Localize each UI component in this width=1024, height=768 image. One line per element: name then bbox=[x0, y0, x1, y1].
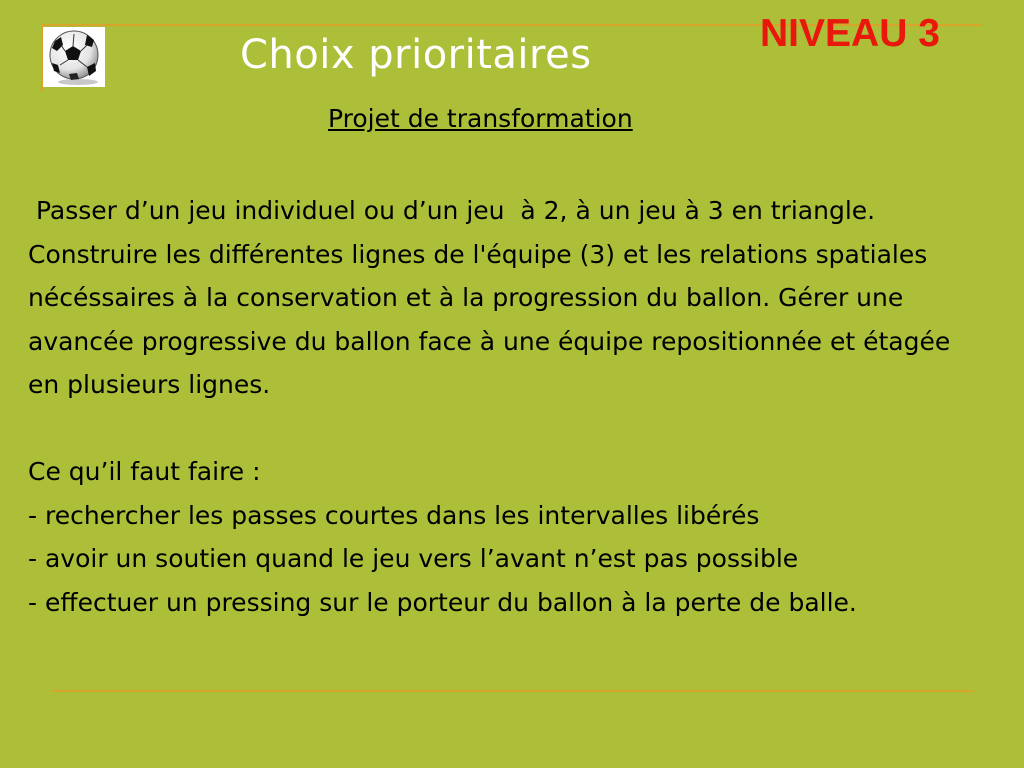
list-heading: Ce qu’il faut faire : bbox=[28, 457, 261, 486]
slide-body bbox=[28, 189, 988, 624]
paragraph-spacer bbox=[28, 407, 988, 451]
footer-divider-line bbox=[52, 690, 974, 692]
description-paragraph: Passer d’un jeu individuel ou d’un jeu à 2, à un jeu à 3 en triangle. Construire les différentes lignes de l'équipe (3) et les relations spatiales nécéssaires à la conservation et à la progression du ballon. Gérer une avancée progressive du ballon face à une équipe repositionnée et étagée en plusieurs lignes. bbox=[28, 196, 959, 399]
list-item: - rechercher les passes courtes dans les intervalles libérés bbox=[28, 500, 760, 530]
list-item: - avoir un soutien quand le jeu vers l’avant n’est pas possible bbox=[28, 544, 799, 573]
section-subtitle: Projet de transformation bbox=[328, 104, 633, 133]
level-badge: NIVEAU 3 bbox=[760, 12, 940, 55]
soccer-ball-icon bbox=[43, 27, 105, 87]
page-title: Choix prioritaires bbox=[240, 32, 592, 78]
list-item: - effectuer un pressing sur le porteur du ballon à la perte de balle. bbox=[28, 587, 857, 617]
